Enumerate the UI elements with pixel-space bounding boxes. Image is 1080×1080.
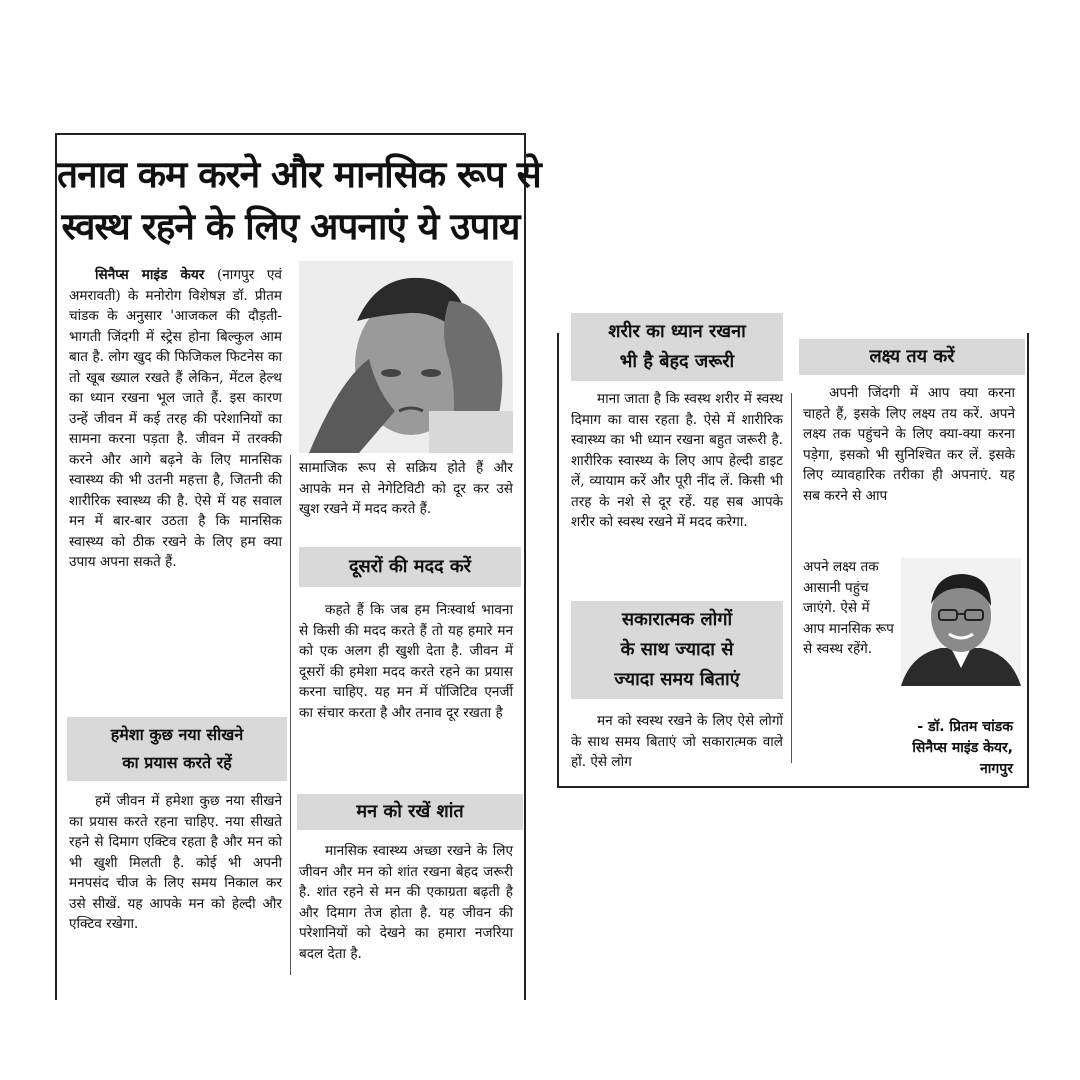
intro-text: (नागपुर एवं अमरावती) के मनोरोग विशेषज्ञ डॉ. प्रीतम चांडक के अनुसार 'आजकल की दौड़ती-भागती जिंदगी में स्ट्रेस होना बिल्कुल आम बात है. लोग खुद की फिजिकल फिटनेस का तो खूब ख्याल रखते हैं लेकिन, मेंटल हेल्थ का ध्यान रखना भूल जाते हैं. इस कारण उन्हें जीवन में कई तरह की परेशानियों का सामना करना पड़ता है. जीवन में तरक्की करने और आगे बढ़ने के लिए मानसिक स्वास्थ्य की भी उतनी महत्ता है, जितनी की शारीरिक स्वास्थ्य की है. ऐसे में यह सवाल मन में बार-बार उठता है कि मानसिक स्वास्थ्य को ठीक रखने के लिए हम क्या उपाय अपना सकते हैं.: [69, 267, 282, 570]
article-headline: [57, 149, 541, 253]
positive-people-text: मन को स्वस्थ रखने के लिए ऐसे लोगों के साथ समय बिताएं जो सकारात्मक वाले हों. ऐसे लोग: [571, 713, 783, 770]
column-rule-side: [791, 393, 792, 763]
learn-new-text: हमें जीवन में हमेशा कुछ नया सीखने का प्रयास करते रहना चाहिए. नया सीखते रहने से दिमाग एक्टिव रहता है और मन को भी खुशी मिलती है. कोई भी अपनी मनपसंद चीज के लिए समय निकाल कर उसे सीखें. यह आपके मन को हेल्दी और एक्टिव रखेगा.: [69, 793, 282, 932]
subhead-set-goals: लक्ष्य तय करें: [799, 339, 1025, 375]
author-signature: - डॉ. प्रितम चांडक सिनैप्स माइंड केयर, नागपुर: [912, 719, 1013, 777]
article-clipping-side: [557, 321, 1027, 788]
subhead-learn-new: हमेशा कुछ नया सीखने का प्रयास करते रहें: [67, 717, 287, 781]
body-care-text: माना जाता है कि स्वस्थ शरीर में स्वस्थ दिमाग का वास रहता है. ऐसे में शारीरिक स्वास्थ्य का भी ध्यान रखना बहुत जरूरी है. शारीरिक स्वास्थ्य के लिए आप हेल्दी डाइट लें, व्यायाम करें और पूरी नींद लें. किसी भी तरह के नशे से दूर रहें. यह सब आपके शरीर को स्वस्थ रखने में मदद करेगा.: [571, 391, 783, 530]
intro-paragraph: [69, 265, 282, 573]
calm-mind-text: मानसिक स्वास्थ्य अच्छा रखने के लिए जीवन और मन को शांत रखना बेहद जरूरी है. शांत रहने से मन की एकाग्रता बढ़ती है और दिमाग तेज होता है. यह जीवन की परेशानियों को देखने का हमारा नजरिया बदल देता है.: [299, 843, 513, 962]
subhead-body-care: शरीर का ध्यान रखना भी है बेहद जरूरी: [571, 313, 783, 381]
set-goals-wrap-text: अपने लक्ष्य तक आसानी पहुंच जाएंगे. ऐसे में आप मानसिक रूप से स्वस्थ रहेंगे.: [803, 559, 894, 657]
article-clipping-main: [55, 133, 541, 1000]
intro-lead: सिनैप्स माइंड केयर: [95, 267, 205, 283]
headline-line-1: तनाव कम करने और मानसिक रूप से: [57, 153, 541, 196]
help-others-text: कहते हैं कि जब हम निःस्वार्थ भावना से किसी की मदद करते हैं तो यह हमारे मन को एक अलग ही खुशी देता है. जीवन में दूसरों की हमेशा मदद करते रहने का प्रयास करना चाहिए. यह मन में पॉजिटिव एनर्जी का संचार करता है और तनाव दूर रखता है: [299, 602, 513, 721]
headline-line-2: स्वस्थ रहने के लिए अपनाएं ये उपाय: [61, 205, 520, 248]
stressed-man-photo: [299, 261, 513, 453]
subhead-help-others: दूसरों की मदद करें: [299, 547, 521, 587]
doctor-photo: [901, 558, 1021, 686]
subhead-positive-people: सकारात्मक लोगों के साथ ज्यादा से ज्यादा समय बिताएं: [571, 601, 783, 699]
col2-top-text: सामाजिक रूप से सक्रिय होते हैं और आपके मन से नेगेटिविटी को दूर कर उसे खुश रखने में मदद करते हैं.: [299, 460, 513, 517]
set-goals-text: अपनी जिंदगी में आप क्या करना चाहते हैं, इसके लिए लक्ष्य तय करें. अपने लक्ष्य तक पहुंचने के लिए क्या-क्या करना पड़ेगा, इसको भी सुनिश्चित कर लें. इसके लिए व्यावहारिक तरीका ही अपनाएं. यह सब करने से आप: [803, 385, 1015, 504]
subhead-calm-mind: मन को रखें शांत: [297, 794, 523, 830]
column-rule: [290, 455, 291, 975]
